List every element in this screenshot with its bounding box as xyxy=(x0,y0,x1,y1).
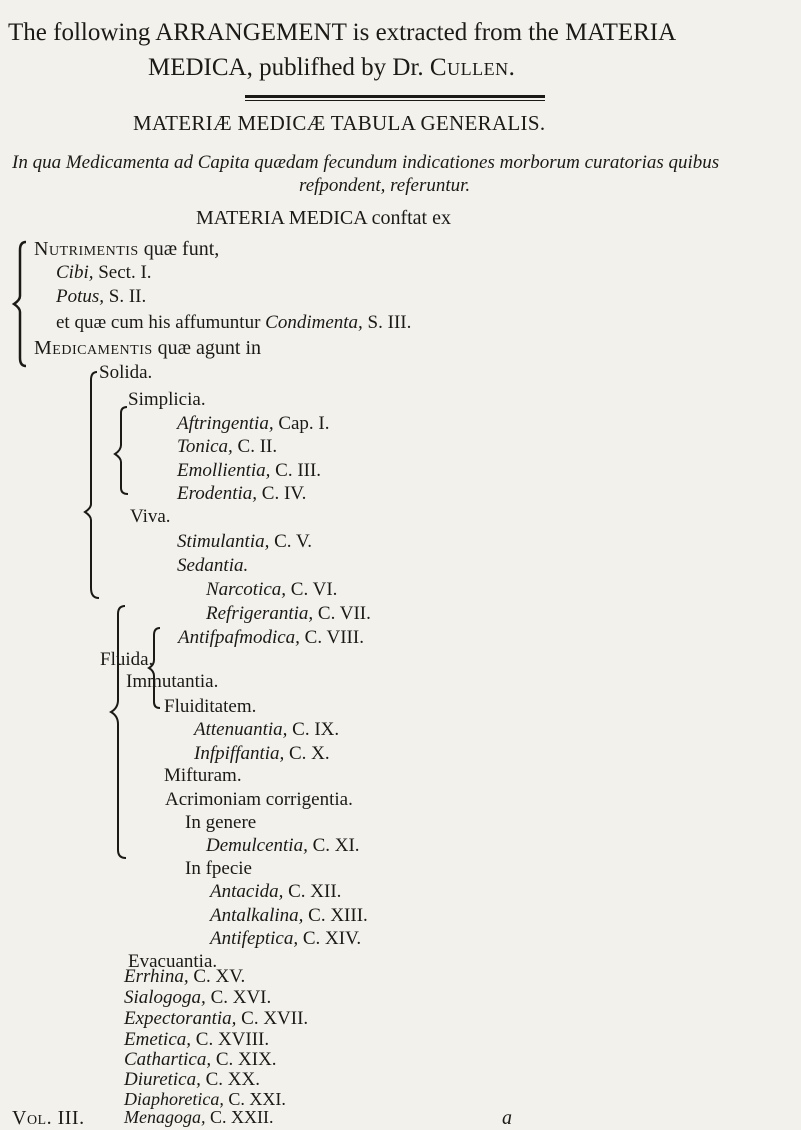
entry-inspissantia: Infpiffantia, C. X. xyxy=(194,743,330,764)
footer-volume: Vol. III. xyxy=(12,1107,85,1129)
entry-diuretica: Diuretica, C. XX. xyxy=(124,1069,260,1090)
table-title: MATERIÆ MEDICÆ TABULA GENERALIS. xyxy=(133,111,546,135)
brace-simplicia-viva xyxy=(115,407,128,494)
brace-immutantia-evacuantia xyxy=(111,606,126,858)
brace-main xyxy=(14,242,26,366)
table-subtitle-line-1: In qua Medicamenta ad Capita quædam fecundum indicationes morborum curatorias quibus xyxy=(12,152,720,173)
entry-astringentia: Aftringentia, Cap. I. xyxy=(177,413,330,434)
entry-antiseptica: Antifeptica, C. XIV. xyxy=(210,928,362,949)
entry-immutantia: Immutantia. xyxy=(126,671,219,692)
entry-solida: Solida. xyxy=(99,362,153,383)
entry-diaphoretica: Diaphoretica, C. XXI. xyxy=(124,1089,286,1109)
entry-emollientia: Emollientia, C. III. xyxy=(177,460,322,481)
entry-erodentia: Erodentia, C. IV. xyxy=(177,483,307,504)
entry-in-specie: In fpecie xyxy=(185,858,252,879)
entry-medicamentis: Medicamentis quæ agunt in xyxy=(34,337,262,359)
entry-narcotica: Narcotica, C. VI. xyxy=(206,579,338,600)
entry-evacuantia: Evacuantia. xyxy=(128,951,218,972)
entry-cibi: Cibi, Sect. I. xyxy=(56,262,152,283)
header-line-2: MEDICA, publifhed by Dr. Cullen. xyxy=(148,54,516,81)
entry-cathartica: Cathartica, C. XIX. xyxy=(124,1049,277,1070)
entry-acrimoniam: Acrimoniam corrigentia. xyxy=(165,789,353,810)
entry-misturam: Mifturam. xyxy=(164,765,242,786)
entry-expectorantia: Expectorantia, C. XVII. xyxy=(124,1008,309,1029)
entry-potus: Potus, S. II. xyxy=(56,286,147,307)
footer-signature: a xyxy=(502,1107,512,1129)
entry-menagoga: Menagoga, C. XXII. xyxy=(124,1107,274,1127)
brace-solida-fluida xyxy=(85,372,99,598)
double-rule-top xyxy=(245,95,545,98)
entry-nutrimentis: Nutrimentis quæ funt, xyxy=(34,238,220,260)
entry-viva: Viva. xyxy=(130,506,171,527)
entry-errhina: Errhina, C. XV. xyxy=(124,966,246,987)
entry-sedantia: Sedantia. xyxy=(177,555,249,576)
entry-refrigerantia: Refrigerantia, C. VII. xyxy=(206,603,371,624)
table-lead: MATERIA MEDICA conftat ex xyxy=(196,207,451,229)
double-rule-bottom xyxy=(245,100,545,101)
entry-tonica: Tonica, C. II. xyxy=(177,436,278,457)
entry-demulcentia: Demulcentia, C. XI. xyxy=(206,835,360,856)
header-line-1: The following ARRANGEMENT is extracted from the MATERIA xyxy=(8,19,677,46)
entry-emetica: Emetica, C. XVIII. xyxy=(124,1029,270,1050)
entry-sialogoga: Sialogoga, C. XVI. xyxy=(124,987,272,1008)
entry-antalkalina: Antalkalina, C. XIII. xyxy=(210,905,368,926)
entry-attenuantia: Attenuantia, C. IX. xyxy=(194,719,340,740)
entry-condimenta: et quæ cum his affumuntur Condimenta, S. III. xyxy=(56,312,412,333)
entry-stimulantia: Stimulantia, C. V. xyxy=(177,531,312,552)
table-subtitle-line-2: refpondent, referuntur. xyxy=(299,175,471,196)
entry-in-genere: In genere xyxy=(185,812,257,833)
entry-fluiditatem: Fluiditatem. xyxy=(164,696,257,717)
entry-fluida: Fluida. xyxy=(100,649,154,670)
entry-antacida: Antacida, C. XII. xyxy=(210,881,342,902)
entry-simplicia: Simplicia. xyxy=(128,389,206,410)
entry-antispasmodica: Antifpafmodica, C. VIII. xyxy=(178,627,364,648)
